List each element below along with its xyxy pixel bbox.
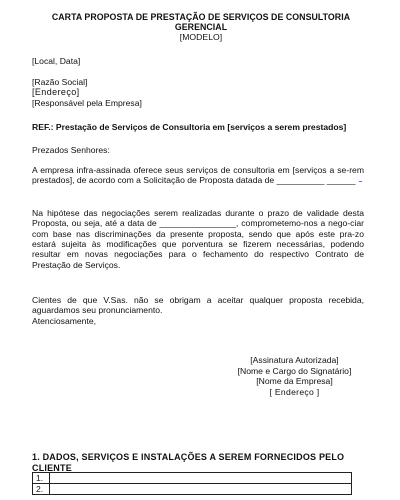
title-line-1: CARTA PROPOSTA DE PRESTAÇÃO DE SERVIÇOS DE CONSULTORIA (51, 12, 351, 22)
section-1-title: 1. DADOS, SERVIÇOS E INSTALAÇÕES A SEREM FORNECIDOS PELO CLIENTE (32, 452, 345, 473)
signature-line-4: [ Endereço ] (269, 386, 320, 397)
table-row-value (50, 484, 352, 495)
greeting: Prezados Senhores: (32, 145, 110, 155)
address-street: [Endereço] (32, 87, 80, 97)
signature-line-3: [Nome da Empresa] (256, 376, 333, 386)
signature-line-1: [Assinatura Autorizada] (250, 355, 339, 365)
paragraph-1-text: A empresa infra-assinada oferece seus serviços de consultoria em [serviços a se-rem prestados], de acordo com a Solicitação de Proposta datada de __________ (32, 165, 364, 186)
address-block (32, 56, 372, 108)
cursor-mark-icon (359, 181, 362, 182)
title-model-tag: [MODELO] (179, 32, 223, 42)
signature-line-2: [Nome e Cargo do Signatário] (237, 365, 352, 376)
table-row-value (50, 473, 352, 484)
paragraph-3: Cientes de que V.Sas. não se obrigam a aceitar qualquer proposta recebida, aguardamos seu pronunciamento. (32, 295, 364, 316)
paragraph-1 (32, 165, 364, 186)
paragraph-1-tail: ______ (326, 175, 356, 186)
section-1-table (32, 472, 352, 495)
table-row (33, 473, 352, 484)
table-row-number: 1. (33, 473, 50, 484)
closing: Atenciosamente, (32, 316, 97, 326)
table-row-number: 2. (33, 484, 50, 495)
document-title (36, 12, 366, 42)
reference-line: REF.: Prestação de Serviços de Consultoria em [serviços a serem prestados] (32, 122, 347, 132)
address-responsible: [Responsável pela Empresa] (32, 97, 142, 108)
table-row (33, 484, 352, 495)
title-line-2: GERENCIAL (174, 22, 228, 32)
address-company: [Razão Social] (32, 76, 88, 87)
signature-block (212, 355, 377, 397)
address-date: [Local, Data] (32, 56, 81, 66)
paragraph-2: Na hipótese das negociações serem realizadas durante o prazo de validade desta Proposta, ou seja, até a data de ________________, comprometemo-nos a nego-ciar com base nas discriminações da presente proposta, sendo que após este pra-zo estará sujeita às modificações que porventura se fizerem necessárias, podendo resultar em novas negociações para o fechamento do respectivo Contrato de Prestação de Serviços. (32, 208, 364, 270)
